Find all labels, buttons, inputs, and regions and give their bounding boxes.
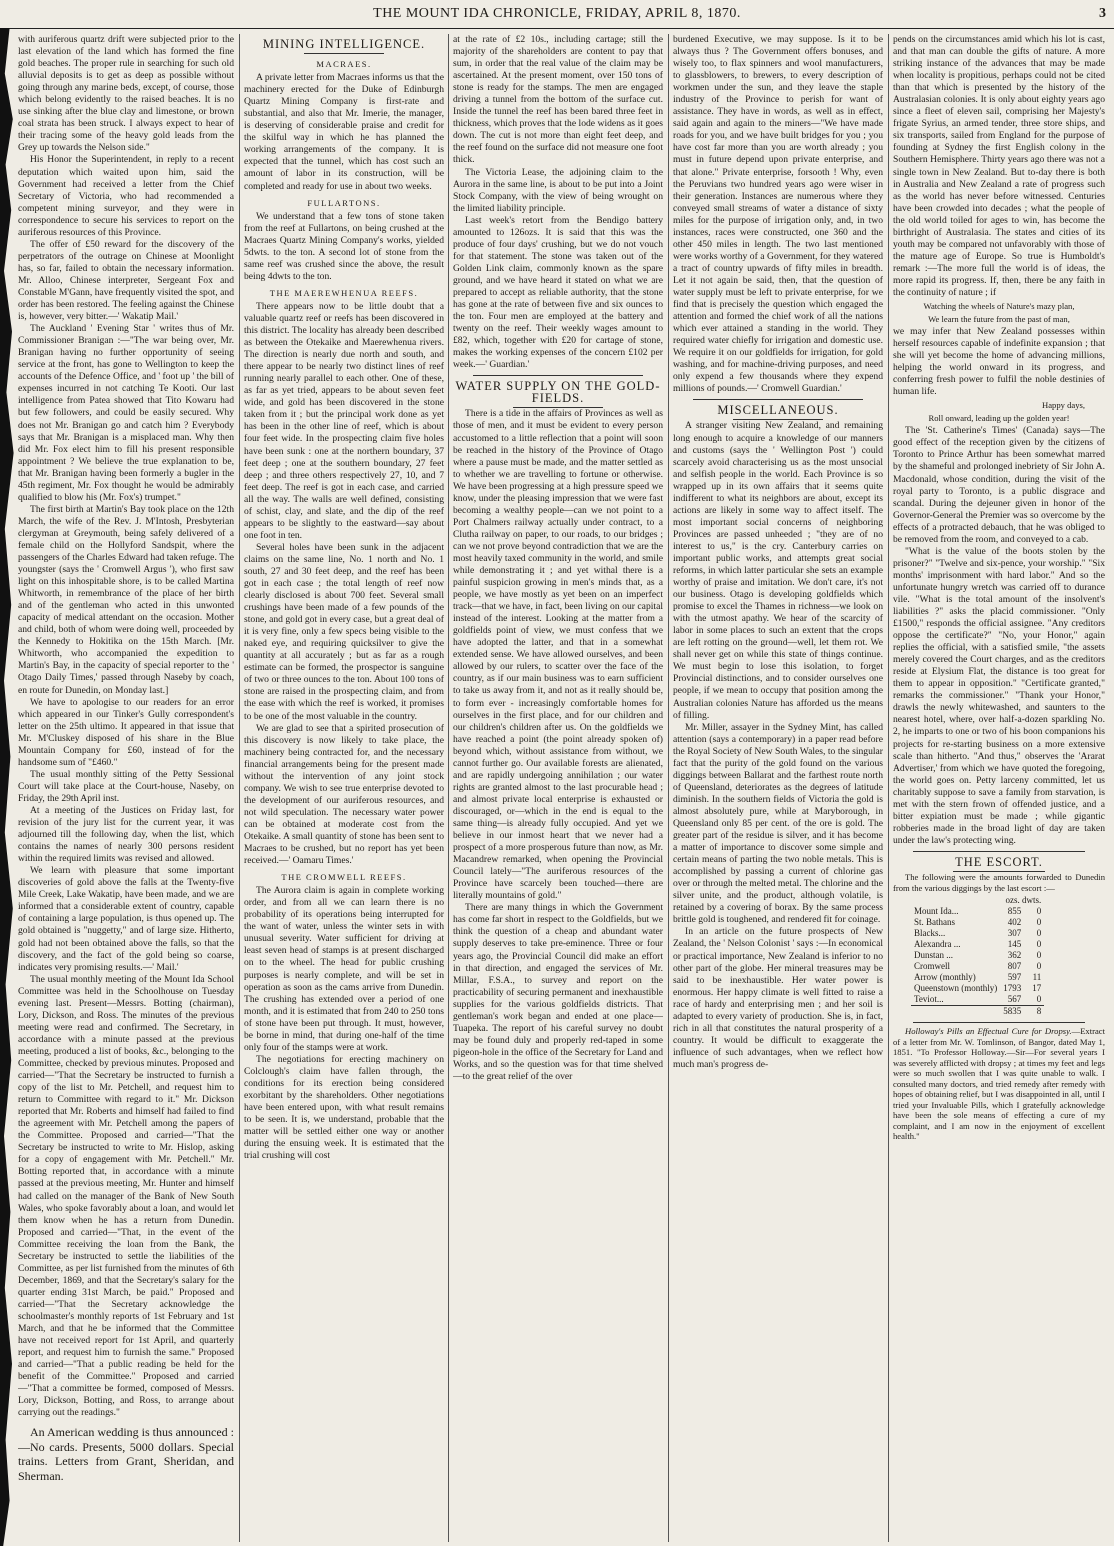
section-heading: WATER SUPPLY ON THE GOLD-FIELDS. xyxy=(455,379,661,406)
escort-row xyxy=(911,928,1044,939)
masthead xyxy=(0,4,1114,29)
escort-dwts: 0 xyxy=(1036,906,1042,917)
article-text: pends on the circumstances amid which his lot is cast, and that man can double the gifts of nature. A more striking instance of the advances that may be made when locality is propitious, perhaps could not be cited than that which is presented by the history of the Australasian colonies. It is only about eighty years ago since a fleet of eleven sail, comprising her Majesty's frigate Syrius, an armed tender, three store ships, and six transports, sailed from England for the purpose of founding at Sydney the first English colony in the Southern Hemisphere. Thirty years ago there was not a single town in New Zealand. But to-day there is both in Australia and New Zealand a rate of progress such as the world has never before witnessed. Centuries have been crowded into decades ; what the people of the old world toiled for ages to win, has become the birthright of Australasia. The states and cities of its youth may be compared not unfavorably with those of the mature age of Europe. So true is Humboldt's remark :—The more full the world is of ideas, the more rapid its progress. If, then, there be any faith in the continuity of nature ; if xyxy=(893,34,1105,298)
escort-total-row xyxy=(911,1006,1044,1018)
masthead-title: THE MOUNT IDA CHRONICLE, FRIDAY, APRIL 8, 1870. xyxy=(373,6,741,21)
article-text: Mr. Miller, assayer in the Sydney Mint, has called attention (says a contemporary) in a paper read before the Royal Society of New South Wales, to the singular fact that the purity of the gold found on the various diggings between Ballarat and the farthest route north of Queensland, deteriorates as the degrees of latitude diminish. In the southern fields of Victoria the gold is almost absolutely pure, while at Maryborough, in Queensland only 85 per cent. of the ore is gold. The greater part of the residue is silver, and it has become a matter of importance to discover some simple and certain means of parting the two noble metals. This is accomplished by passing a current of chlorine gas over or through the melted metal. The chlorine and the silver unite, and the product, although volatile, is retained by a covering of borax. By the same process brittle gold is toughened, and rendered fit for coinage. xyxy=(673,721,883,926)
heading-rule xyxy=(693,399,863,400)
column-rule xyxy=(239,34,240,1542)
escort-ozs: 307 xyxy=(1007,928,1022,939)
escort-dwts: 0 xyxy=(1036,961,1042,972)
escort-row xyxy=(911,983,1044,994)
article-text: At a meeting of the Justices on Friday last, for revision of the jury list for the current year, it was adjourned till the following day, when the list, which contains the names of nearly 300 persons resident within the required limits was revised and allowed. xyxy=(18,805,234,865)
sub-heading: FULLARTONS. xyxy=(307,197,381,208)
article-text: There is a tide in the affairs of Provinces as well as those of men, and it must be evident to every person accustomed to a little reflection that a point will soon be reached in the history of the Province of Otago where a pause must be made, and the matter settled as to whether we are travelling to fortune or otherwise. We have been progressing at a high pressure speed we know, under the pleasing impression that we were fast becoming a wealthy people—can we not point to a Port Chalmers railway actually under contract, to a Clutha railway on paper, to our roads, to our bridges ; can we not prove beyond contradiction that we are the most heavily taxed community in the world, and smile while demonstrating it ; and yet withal there is a painful suspicion growing in men's minds that, as a people, we have mostly as yet been on an imperfect track—that we have, in fact, been living on our capital instead of the interest. Looking at the matter from a goldfields point of view, we must confess that we have adopted the latter, and that in a somewhat extended sense. We have allowed ourselves, and been allowed by our rulers, to scatter over the face of the country, as if our main business was to earn sufficient to take us away from it, and not as it really should be, to form ever - increasingly comfortable homes for ourselves in the first place, and for our children and our children's children after us. On the goldfields we have reached a point (the point already spoken of) beyond which, without assistance from without, we cannot further go. Our available forests are alienated, and are rapidly undergoing annihilation ; our water rights are granted almost to the last procurable head ; and almost private local enterprise is exhausted or discouraged, or—which in the end is equal to the same thing—is already fully occupied. And yet we believe in our inmost heart that we never had a prospect of a more prosperous future than now, as Mr. Macandrew remarked, when opening the Provincial Council lately—"The auriferous resources of the Province have scarcely been touched—there are literally mountains of gold." xyxy=(453,408,663,902)
escort-place: Arrow (monthly) xyxy=(914,972,976,983)
column-4 xyxy=(673,34,883,1542)
escort-total-ozs: 5835 xyxy=(1000,1006,1024,1018)
section-heading: MISCELLANEOUS. xyxy=(717,403,839,418)
escort-ozs: 362 xyxy=(1007,950,1022,961)
escort-row xyxy=(911,994,1044,1006)
article-text: We are glad to see that a spirited prosecution of this discovery is now likely to take place, the machinery being contracted for, and the necessary financial arrangements being for the present made without the intervention of any joint stock company. We wish to see true enterprise devoted to the development of our auriferous resources, and not wild speculation. The necessary water power can be obtained at moderate cost from the Otekaike. A small quantity of stone has been sent to Macraes to be crushed, but no report has yet been received.—' Oamaru Times.' xyxy=(244,722,444,867)
article-text: There are many things in which the Government has come far short in respect to the Goldfields, but we think the question of a cheap and abundant water supply deserves to take pre-eminence. Three or four years ago, the Provincial Council did make an effort in that direction, and engaged the services of Mr. Millar, F.S.A., to survey and report on the practicability of securing permanent and inexhaustible supplies for the various goldfields districts. That gentleman's work began and ended at one place—Tuapeka. The report of his careful survey no doubt may be found duly and properly red-taped in some pigeon-hole in the office of the Secretary for Land and Works, and so the question was for that time shelved—to the great relief of the over xyxy=(453,902,663,1082)
article-text: burdened Executive, we may suppose. Is it to be always thus ? The Government offers bonuses, and wisely too, to flax spinners and wool manufacturers, to glassblowers, to brewers, to every description of workmen under the sun, and they leave the staple industry of the Province to perish for want of assistance. They have in words, as well as in effect, said again and again to the miners—"We have made roads for you, and we have built bridges for you ; you have cost far more than you are worth already ; you must in future depend upon private enterprise, and that alone." Private enterprise, forsooth ! Why, even the Peruvians two hundred years ago were wiser in their generation. Instances are numerous where they conveyed small streams of water a distance of sixty miles for the purpose of irrigation only, and, in two instances, races were constructed, one 360 and the other 450 miles in length. The two last mentioned were works worthy of a Government, for they watered a tract of country upwards of fifty miles in breadth. Let it not again be said, then, that the question of water supply must be left to private enterprise, for we find that is precisely the question which engaged the attention and formed the chief work of all the nations which ever attained a standing in the world. They required water chiefly for irrigation and domestic use. We require it on our goldfields for irrigation, for gold washing, and for machine-driving purposes, and need only expend a few thousands where they expend millions of pounds.—' Cromwell Guardian.' xyxy=(673,34,883,395)
escort-dwts: 0 xyxy=(1036,917,1042,928)
escort-row xyxy=(911,917,1044,928)
article-text: The 'St. Catherine's Times' (Canada) says—The good effect of the reception given by the citizens of Toronto to Prince Arthur has been somewhat marred by the shameful and prolonged inebriety of Sir John A. Macdonald, whose condition, during the visit of the royal party to Toronto, is a public disgrace and scandal. During the dejeuner given in honor of the Governor-General the Premier was so overcome by the effects of a protracted debauch, that he was obliged to be removed from the room, and conveyed to a cab. xyxy=(893,425,1105,545)
escort-place: Blacks... xyxy=(914,928,946,939)
escort-dwts: 0 xyxy=(1036,950,1042,961)
escort-ozs: 597 xyxy=(1007,972,1022,983)
heading-rule xyxy=(304,53,384,54)
escort-ozs: 855 xyxy=(1007,906,1022,917)
heading-rule xyxy=(473,375,643,376)
escort-dwts: 0 xyxy=(1036,994,1042,1005)
article-text: A stranger visiting New Zealand, and remaining long enough to acquire a knowledge of our manners and customs (says the ' Wellington Post ') could scarcely avoid characterising us as the most unsocial and selfish people in the world. Each Province is so wrapped up in its own affairs that it seems quite indifferent to what its neighbors are about, except its actions are likely in some way to affect itself. The most important social concerns of neighboring Provinces are passed unheeded ; "they are of no interest to us," is the cry. Canterbury carries on important public works, and attempts great social reforms, in which latter particular she sets an example worthy of praise and imitation. We don't care, it's not our business. Otago is developing goldfields which promise to excel the Thames in richness—we look on with the utmost apathy. We hear of the scarcity of labor in some places to such an extent that the crops are left rotting on the ground—well, let them rot. We shall never get on while this state of things continue. We must begin to lose this isolation, to forget Provincial distinctions, and to consider ourselves one people, if we mean to occupy that position among the Australian colonies Nature has afforded us the means of filling. xyxy=(673,420,883,721)
escort-row xyxy=(911,906,1044,917)
article-text: "What is the value of the boots stolen by the prisoner?" "Twelve and six-pence, your worship." "Six months' imprisonment with hard labor." And so the unfortunate hungry wretch was carried off to durance vile. "What is the total amount of the insolvent's liabilities ?" asks the placid commissioner. "Only £1500," responds the official assignee. "Any creditors oppose the certificate?" "No, your Honor," again replies the official, with a satisfied smile, "the assets merely covered the Court charges, and as the creditors reside at Elysium Flat, the distance is too great for them to appear in opposition." "Certificate granted," remarks the commissioner." "Thank your Honor," drawls the newly whitewashed, and saunters to the nearest hotel, where, over half-a-dozen sparkling No. 2, he imparts to one or two of his boon companions his projects for re-starting business on a more extensive scale than hitherto. "And thus," observes the 'Ararat Advertiser,' from which we have quoted the foregoing, the world goes on. Petty larceny committed, let us charitably suppose to save a family from starvation, is met with the stern frown of offended justice, and a bitter expiation must be made ; while gigantic robberies made in the broad light of day are taken under the law's protecting wing. xyxy=(893,545,1105,846)
article-text: We have to apologise to our readers for an error which appeared in our Tinker's Gully correspondent's letter on the 25th ultimo. It appeared in that issue that Mr. M'Cluskey disposed of his share in the Blue Mountain Company for £60, instead of for the handsome sum of "£460." xyxy=(18,696,234,768)
article-text: with auriferous quartz drift were subjected prior to the last elevation of the land which has formed the fine gold beaches. The proper rule in searching for such old alluvial deposits is to get as deep as possible without going through any marine beds, except, of course, those which belong evidently to the raised beaches. It is no use sinking after the blue clay and limestone, or brown coal strata has been struck. I always expect to hear of their tracing some of the heavy gold leads from the Grey up towards the Nelson side." xyxy=(18,34,234,154)
article-text: Several holes have been sunk in the adjacent claims on the same line, No. 1 north and No. 1 south, 27 and 30 feet deep, and the reef has been got in each case ; the total length of reef now clearly disclosed is about 700 feet. Several small crushings have been made of a few pounds of the stone, and gold got in every case, but a great deal of it is very fine, only a few specs being visible to the naked eye, and requiring quicksilver to give the quantity at all accurately ; but as far as a rough estimate can be formed, the prospector is sanguine of two or three ounces to the ton. About 100 tons of stone are raised in the prospecting claim, and from the ease with which the reef is worked, it promises to be one of the most valuable in the country. xyxy=(244,541,444,722)
escort-table xyxy=(911,895,1044,1017)
escort-place: Teviot... xyxy=(914,994,944,1005)
article-text: The Victoria Lease, the adjoining claim to the Aurora in the same line, is about to be put into a Joint Stock Company, with the view of being wrought on the limited liability principle. xyxy=(453,166,663,214)
escort-ozs: 567 xyxy=(1007,994,1022,1005)
column-1 xyxy=(18,34,234,1542)
escort-dwts: 0 xyxy=(1036,928,1042,939)
heading-rule xyxy=(913,851,1085,852)
escort-row xyxy=(911,972,1044,983)
escort-place: Cromwell xyxy=(914,961,950,972)
article-text: The negotiations for erecting machinery on Colclough's claim have fallen through, the conditions for its erection being considered exorbitant by the shareholders. Other negotiations have been entered upon, with what result remains to be seen. It is, we understand, probable that the matter will be settled either one way or another during the ensuing week. It is estimated that the trial crushing will cost xyxy=(244,1053,444,1162)
section-heading: MINING INTELLIGENCE. xyxy=(262,37,426,51)
article-text: The first birth at Martin's Bay took place on the 12th March, the wife of the Rev. J. M'Intosh, Presbyterian clergyman at Greymouth, being safely delivered of a female child on the Hollyford Sandspit, where the passengers of the Charles Edward had taken refuge. The youngster (says the ' Cromwell Argus '), who first saw light on this inhospitable shore, is to be called Martina Whitworth, in remembrance of the place of her birth and of the gentleman who acted in this unwonted capacity of medical attendant on the occasion. Mother and child, both of whom were doing well, proceeded by the Kennedy to Hokitika on the 15th March. [Mr. Whitworth, who accompanied the expedition to Martin's Bay, in the capacity of special reporter to the ' Otago Daily Times,' passed through Naseby by coach, en route for Dunedin, on Monday last.] xyxy=(18,503,234,696)
advertisement xyxy=(893,1026,1105,1142)
escort-place: Queenstown (monthly) xyxy=(914,983,998,994)
article-text: The Aurora claim is again in complete working order, and from all we can learn there is no probability of its operations being interrupted for the want of water, unless the winter sets in with unusual severity. Water sufficient for driving at least seven head of stamps is at present discharged on to the wheel. The head for public crushing purposes is nearly complete, and will be set in operation as soon as the cams arrive from Dunedin. The crushing has extended over a period of one month, and it is estimated that from 240 to 250 tons of stone have been put through. It must, however, be borne in mind, that during one-half of the time only four of the stamps were at work. xyxy=(244,885,444,1053)
escort-dwts: 17 xyxy=(1032,983,1042,994)
escort-dwts: 11 xyxy=(1032,972,1042,983)
heading-rule xyxy=(913,1022,1085,1023)
article-text: An American wedding is thus announced :—No cards. Presents, 5000 dollars. Special trains. Letters from Grant, Sheridan, and Sherman. xyxy=(18,1425,234,1483)
escort-total-dwts: 8 xyxy=(1024,1006,1044,1018)
escort-place: Dunstan ... xyxy=(914,950,953,961)
article-text: we may infer that New Zealand possesses within herself resources capable of indefinite expansion ; that she will yet become the home of advancing millions, helping the world onward in its progress, and conferring fresh power to fulfil the noble destinies of human life. xyxy=(893,326,1105,398)
escort-place: Alexandra ... xyxy=(914,939,961,950)
column-2 xyxy=(244,34,444,1542)
column-3 xyxy=(453,34,663,1542)
verse-line: We learn the future from the past of man, xyxy=(928,313,1070,324)
article-text: The offer of £50 reward for the discovery of the perpetrators of the outrage on Chinese at Moonlight has, so far, failed to obtain the necessary information. Mr. Alloo, Chinese interpreter, Sergeant Fox and Constable M'Gann, have frequently visited the spot, and order has been restored. The feeling against the Chinese is, however, very bitter.—' Wakatip Mail.' xyxy=(18,238,234,323)
escort-place: Mount Ida... xyxy=(914,906,959,917)
torn-page-edge xyxy=(0,28,16,1546)
article-text: A private letter from Macraes informs us that the machinery erected for the Duke of Edinburgh Quartz Mining Company is first-rate and substantial, and also that Mr. Imerie, the manager, is deserving of considerable praise and credit for the skilful way in which he has planned the working arrangements of the company. It is expected that the tunnel, which has cost such an amount of labor in its construction, will be completed and ready for use in about two weeks. xyxy=(244,72,444,192)
article-text: We learn with pleasure that some important discoveries of gold above the falls at the Twenty-five Mile Creek, Lake Wakatip, have been made, and we are informed that a considerable extent of country, capable of containing a large population, is thus opened up. The gold obtained is "nuggetty," and of large size. Hitherto, gold had not been obtained above the falls, so that the discovery, and the fact of the gold being so coarse, indicates very promising results.—' Mail.' xyxy=(18,865,234,973)
escort-intro: The following were the amounts forwarded to Dunedin from the various diggings by the last escort :— xyxy=(893,872,1105,893)
article-text: The Auckland ' Evening Star ' writes thus of Mr. Commissioner Branigan :—"The war being over, Mr. Branigan having no further opportunity of seeing service at the front, has gone to Wellington to keep the accounts of the Defence Office, and ' foot up ' the bill of expenses incurred in not catching Te Kooti. Our last intelligence from Patea showed that Tito Kowaru had but few followers, and could be easily secured. Why does not Mr. Branigan go and catch him ? Everybody says that Mr. Branigan is a misplaced man. Why then did Mr. Fox elect him to fill his present responsible appointment ? We believe the true explanation to be, that Mr. Branigan having been formerly a bugler in the 45th regiment, Mr. Fox thought he would be admirably qualified to blow his (Mr. Fox's) trumpet." xyxy=(18,323,234,503)
escort-row xyxy=(911,950,1044,961)
verse-line: Watching the wheels of Nature's mazy plan, xyxy=(923,301,1075,312)
sub-heading: MACRAES. xyxy=(316,59,372,70)
sub-heading: THE MAEREWHENUA REEFS. xyxy=(269,287,419,298)
escort-dwts: 0 xyxy=(1036,939,1042,950)
escort-units: ozs. dwts. xyxy=(1005,895,1042,906)
escort-ozs: 402 xyxy=(1007,917,1022,928)
article-text: There appears now to be little doubt that a valuable quartz reef or reefs has been discovered in this district. The locality has already been described as between the Otekaike and Maerewhenua rivers. The direction is nearly due north and south, and there appear to be nearly two distinct lines of reef running nearly parallel to each other. One of these, as far as yet tried, appears to be about seven feet wide, and gold has been discovered in the stone taken from it ; but the principal work done as yet has been in the other line of reef, which is about four feet wide. In the prospecting claim five holes have been sunk : one at the northern boundary, 37 feet deep ; one at the southern boundary, 27 feet deep ; and three others respectively 27, 10, and 7 feet deep. The reef is got in each case, and carried all the way. The walls are well defined, consisting of schist, clay, and slate, and the dip of the reef appears to be slightly to the eastward—say about one foot in ten. xyxy=(244,300,444,541)
page-number: 3 xyxy=(1099,6,1106,21)
escort-row xyxy=(911,961,1044,972)
column-5 xyxy=(893,34,1105,1542)
article-text: The usual monthly meeting of the Mount Ida School Committee was held in the Schoolhouse on Tuesday evening last. Present—Messrs. Botting (chairman), Lory, Dickson, and Ross. The minutes of the previous meeting were read and confirmed. The Secretary, in accordance with a minute passed at the previous meeting, produced a list of books, &c., belonging to the Committee, checked by previous minutes. Proposed and carried—"That the Secretary be instructed to furnish a copy of the list to Mr. Petchell, and request him to return to Committee with regard to it." Mr. Dickson reported that Mr. Roberts and himself had failed to find the agreement with Mr. Petchell among the papers of the Committee. Proposed and carried—"That the Secretary be instructed to write to Mr. Hislop, asking for a copy of engagement with Mr. Petchell." Mr. Botting reported that, in accordance with a minute passed at the previous meeting, Mr. Hunter and himself had called on the manager of the Bank of New South Wales, who spoke favorably about a loan, and would let them know when he has a return from Dunedin. Proposed and carried—"That, in the event of the Committee receiving the loan from the Bank, the Secretary be instructed to settle the liabilities of the Committee, as per list furnished from the minutes of 6th December, 1869, and that the Secretary's salary for the quarter ending 31st March, be paid." Proposed and carried—"That the Secretary acknowledge the schoolmaster's monthly reports of 1st February and 1st March, and that he be informed that the Committee have not received report for 1st April, and quarterly report, and request him to furnish the same." Proposed and carried—"That a public reading be held for the benefit of the Committee." Proposed and carried—"That a committee be formed, composed of Messrs. Lory, Dickson, Botting, and Ross, to arrange about carrying out the readings." xyxy=(18,973,234,1419)
escort-place: St. Bathans xyxy=(914,917,956,928)
escort-row xyxy=(911,939,1044,950)
column-rule xyxy=(668,34,669,1542)
escort-ozs: 1793 xyxy=(1003,983,1022,994)
article-text: Last week's retort from the Bendigo battery amounted to 126ozs. It is said that this was the produce of four days' crushing, but we do not vouch for that statement. The stone was taken out of the Golden Link claim, commonly known as the spare ground, and we have heard it stated on what we are prepared to accept as reliable authority, that the stone has gone at the rate of between five and six ounces to the ton. Four men are employed at the battery and twenty on the reef. Their weekly wages amount to £82, which, together with £20 for cartage of stone, makes the working expenses of the concern £102 per week.—' Guardian.' xyxy=(453,214,663,371)
section-heading: THE ESCORT. xyxy=(955,854,1043,869)
article-text: at the rate of £2 10s., including cartage; still the majority of the shareholders are content to pay that sum, in order that the real value of the claim may be ascertained. At the present moment, over 150 tons of stone is ready for the stamps. The men are engaged driving a tunnel from the bottom of the surface cut. Inside the tunnel the reef has been bared three feet in thickness, which proves that the lode widens as it goes down. The cut is not more than eight feet deep, and the reef found on the surface did not measure one foot thick. xyxy=(453,34,663,166)
advertisement-title: Holloway's Pills an Effectual Cure for Dropsy. xyxy=(905,1026,1072,1037)
column-rule xyxy=(888,34,889,1542)
escort-ozs: 145 xyxy=(1007,939,1022,950)
column-rule xyxy=(448,34,449,1542)
article-text: In an article on the future prospects of New Zealand, the ' Nelson Colonist ' says :—In economical or practical importance, New Zealand is inferior to no other part of the globe. Her mineral treasures may be said to be inexhaustible. Her water power is enormous. Her happy climate is well fitted to raise a race of hardy and enterprising men ; and her soil is adapted to every variety of production. She is, in fact, rich in all that constitutes the natural prosperity of a country. It would be difficult to exaggerate the influence of such advantages, when we reflect how much man's progress de- xyxy=(673,926,883,1070)
article-text: The usual monthly sitting of the Petty Sessional Court will take place at the Court-house, Naseby, on Friday, the 29th April inst. xyxy=(18,768,234,804)
verse-line: Roll onward, leading up the golden year! xyxy=(928,412,1070,423)
sub-heading: THE CROMWELL REEFS. xyxy=(281,872,407,883)
article-text: We understand that a few tons of stone taken from the reef at Fullartons, on being crushed at the Macraes Quartz Mining Company's works, yielded 5dwts. to the ton. A second lot of stone from the same reef was crushed since the above, the result being 4dwts to the ton. xyxy=(244,210,444,282)
advertisement-text: —Extract of a letter from Mr. W. Tomlinson, of Bangor, dated May 1, 1851. "To Professor Holloway.—Sir—For several years I was severely afflicted with dropsy ; at times my feet and legs were so much swollen that I was quite unable to walk. I consulted many doctors, and tried remedy after remedy with hopes of obtaining relief, but I was disappointed in all, until I tried your Invaluable Pills, which I gratefully acknowledge have been the sole means of effecting a cure of my complaint, and I am now in the enjoyment of excellent health." xyxy=(893,1026,1105,1142)
article-text: His Honor the Superintendent, in reply to a recent deputation which waited upon him, said the Government had received a letter from the Chief Secretary of Victoria, who had recommended a competent mining surveyor, and they were in correspondence to secure his services to report on the auriferous resources of this Province. xyxy=(18,154,234,238)
verse-line: Happy days, xyxy=(1042,400,1085,411)
escort-ozs: 807 xyxy=(1007,961,1022,972)
